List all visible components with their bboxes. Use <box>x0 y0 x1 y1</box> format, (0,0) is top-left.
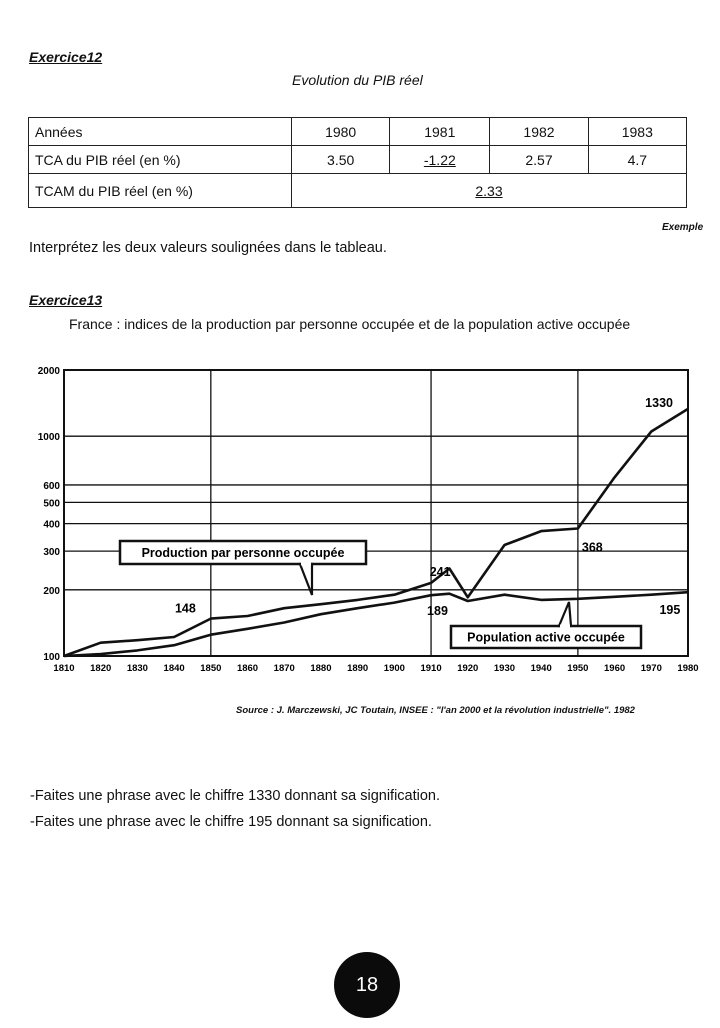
table-row <box>29 174 687 208</box>
chart-grid <box>64 370 688 656</box>
plot-frame <box>64 370 688 656</box>
x-tick-1840: 1840 <box>163 663 185 674</box>
exercise12-question: Interprétez les deux valeurs soulignées dans le tableau. <box>29 240 387 256</box>
table-row <box>29 118 687 146</box>
tca-1981: -1.22 <box>423 151 456 168</box>
chart-lines <box>64 409 688 656</box>
x-tick-1810: 1810 <box>53 663 75 674</box>
x-tick-1880: 1880 <box>310 663 332 674</box>
x-tick-1850: 1850 <box>200 663 222 674</box>
x-tick-1950: 1950 <box>567 663 589 674</box>
y-tick-400: 400 <box>43 519 60 531</box>
x-tick-1960: 1960 <box>604 663 626 674</box>
data-label-189: 189 <box>427 604 448 619</box>
data-label-148: 148 <box>174 601 196 616</box>
y-tick-600: 600 <box>43 480 60 492</box>
exemple-note: Exemple <box>662 222 704 233</box>
tcam-cell <box>292 174 687 208</box>
x-tick-1860: 1860 <box>236 663 259 674</box>
y-tick-500: 500 <box>43 498 60 510</box>
legend-pointer-1 <box>559 602 571 626</box>
tca-1982: 2.57 <box>490 146 588 174</box>
x-tick-1970: 1970 <box>640 663 662 674</box>
x-tick-labels <box>53 663 698 674</box>
question-1330: -Faites une phrase avec le chiffre 1330 donnant sa signification. <box>30 788 441 804</box>
year-1982: 1982 <box>490 118 588 146</box>
page-number: 18 <box>334 952 400 1018</box>
legend-entry-0 <box>120 541 366 595</box>
x-tick-1980: 1980 <box>677 663 699 674</box>
x-tick-1900: 1900 <box>383 663 405 674</box>
chart-legend <box>120 541 641 648</box>
year-1980: 1980 <box>292 118 390 146</box>
data-label-368: 368 <box>581 540 603 555</box>
x-tick-1930: 1930 <box>493 663 516 674</box>
year-1981: 1981 <box>390 118 490 146</box>
production-chart <box>0 360 720 680</box>
tca-1983: 4.7 <box>588 146 686 174</box>
exercise12-table-title: Evolution du PIB réel <box>292 72 423 88</box>
data-label-241: 241 <box>429 565 451 580</box>
tca-label: TCA du PIB réel (en %) <box>29 146 292 174</box>
years-header: Années <box>29 118 292 146</box>
tcam-label: TCAM du PIB réel (en %) <box>29 174 292 208</box>
x-tick-1870: 1870 <box>273 663 295 674</box>
series-line-0 <box>64 409 688 656</box>
table-row <box>29 146 687 174</box>
pib-table <box>28 117 687 208</box>
chart-source: Source : J. Marczewski, JC Toutain, INSEE : "l'an 2000 et la révolution industrielle". 1982 <box>236 705 635 716</box>
tcam-value: 2.33 <box>475 182 503 199</box>
year-1983: 1983 <box>588 118 686 146</box>
data-label-195: 195 <box>659 603 681 618</box>
question-195: -Faites une phrase avec le chiffre 195 donnant sa signification. <box>30 814 432 830</box>
legend-label-0: Production par personne occupée <box>141 546 345 560</box>
x-tick-1830: 1830 <box>126 663 148 674</box>
y-tick-200: 200 <box>43 585 60 597</box>
x-tick-1820: 1820 <box>90 663 112 674</box>
x-tick-1940: 1940 <box>530 663 552 674</box>
legend-entry-1 <box>451 602 641 648</box>
y-tick-300: 300 <box>43 547 60 559</box>
legend-label-1: Population active occupée <box>467 630 625 645</box>
y-tick-2000: 2000 <box>37 366 60 377</box>
tca-1980: 3.50 <box>292 146 390 174</box>
x-tick-1910: 1910 <box>420 663 442 674</box>
data-label-1330: 1330 <box>645 395 673 410</box>
y-tick-100: 100 <box>43 652 60 663</box>
y-tick-1000: 1000 <box>37 432 60 444</box>
x-tick-1920: 1920 <box>457 663 479 674</box>
x-tick-1890: 1890 <box>347 663 369 674</box>
exercise13-subtitle: France : indices de la production par personne occupée et de la population active occupée <box>69 316 631 332</box>
exercise13-title: Exercice13 <box>29 292 103 308</box>
y-tick-labels <box>38 366 61 663</box>
exercise12-title: Exercice12 <box>29 49 103 65</box>
tca-1981-cell <box>390 146 490 174</box>
